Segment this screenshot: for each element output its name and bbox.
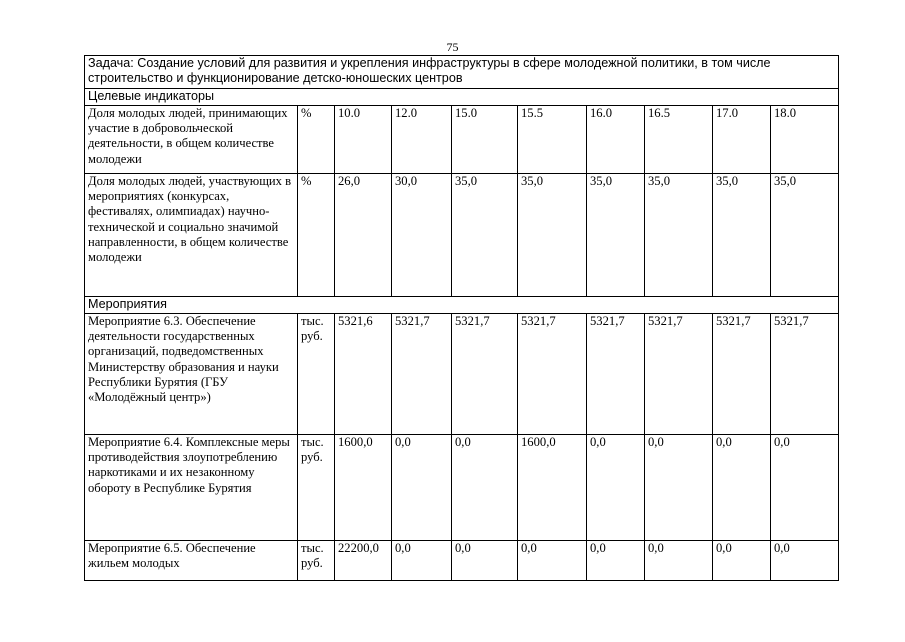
value-cell: 0,0 bbox=[392, 541, 452, 581]
row-unit: тыс. руб. bbox=[298, 541, 335, 581]
value-cell: 1600,0 bbox=[518, 435, 587, 541]
section-row bbox=[85, 297, 839, 314]
value-cell: 0,0 bbox=[645, 541, 713, 581]
value-cell: 35,0 bbox=[452, 174, 518, 297]
value-cell: 5321,6 bbox=[335, 314, 392, 435]
value-cell: 18.0 bbox=[771, 106, 839, 174]
value-cell: 12.0 bbox=[392, 106, 452, 174]
value-cell: 35,0 bbox=[771, 174, 839, 297]
value-cell: 26,0 bbox=[335, 174, 392, 297]
value-cell: 35,0 bbox=[713, 174, 771, 297]
page-bottom-margin bbox=[0, 582, 905, 642]
value-cell: 10.0 bbox=[335, 106, 392, 174]
value-cell: 15.0 bbox=[452, 106, 518, 174]
program-table bbox=[84, 55, 839, 581]
value-cell: 35,0 bbox=[587, 174, 645, 297]
value-cell: 35,0 bbox=[645, 174, 713, 297]
value-cell: 16.5 bbox=[645, 106, 713, 174]
value-cell: 5321,7 bbox=[771, 314, 839, 435]
value-cell: 0,0 bbox=[771, 435, 839, 541]
row-unit: тыс. руб. bbox=[298, 314, 335, 435]
value-cell: 22200,0 bbox=[335, 541, 392, 581]
value-cell: 16.0 bbox=[587, 106, 645, 174]
row-unit: % bbox=[298, 106, 335, 174]
value-cell: 17.0 bbox=[713, 106, 771, 174]
task-cell: Задача: Создание условий для развития и укрепления инфраструктуры в сфере молодежной политики, в том числе строительство и функционирование детско-юношеских центров bbox=[85, 56, 839, 89]
row-name: Мероприятие 6.3. Обеспечение деятельности государственных организаций, подведомственных Министерству образования и науки Республики Бурятия (ГБУ «Молодёжный центр») bbox=[85, 314, 298, 435]
value-cell: 0,0 bbox=[587, 435, 645, 541]
value-cell: 0,0 bbox=[771, 541, 839, 581]
value-cell: 35,0 bbox=[518, 174, 587, 297]
value-cell: 0,0 bbox=[645, 435, 713, 541]
value-cell: 5321,7 bbox=[518, 314, 587, 435]
value-cell: 1600,0 bbox=[335, 435, 392, 541]
value-cell: 0,0 bbox=[713, 435, 771, 541]
section-row bbox=[85, 89, 839, 106]
value-cell: 0,0 bbox=[452, 541, 518, 581]
row-name: Мероприятие 6.4. Комплексные меры противодействия злоупотреблению наркотиками и их незаконному обороту в Республике Бурятия bbox=[85, 435, 298, 541]
value-cell: 15.5 bbox=[518, 106, 587, 174]
row-name: Доля молодых людей, участвующих в мероприятиях (конкурсах, фестивалях, олимпиадах) научно-технической и социально значимой направленности, в общем количестве молодежи bbox=[85, 174, 298, 297]
table-row bbox=[85, 106, 839, 174]
table-row bbox=[85, 314, 839, 435]
value-cell: 0,0 bbox=[518, 541, 587, 581]
page-number: 75 bbox=[446, 40, 459, 54]
value-cell: 5321,7 bbox=[587, 314, 645, 435]
value-cell: 0,0 bbox=[452, 435, 518, 541]
table-row bbox=[85, 174, 839, 297]
value-cell: 5321,7 bbox=[452, 314, 518, 435]
table-row bbox=[85, 541, 839, 581]
value-cell: 0,0 bbox=[713, 541, 771, 581]
value-cell: 30,0 bbox=[392, 174, 452, 297]
value-cell: 5321,7 bbox=[392, 314, 452, 435]
row-name: Мероприятие 6.5. Обеспечение жильем молодых bbox=[85, 541, 298, 581]
value-cell: 0,0 bbox=[587, 541, 645, 581]
row-unit: тыс. руб. bbox=[298, 435, 335, 541]
table-row bbox=[85, 435, 839, 541]
indicators-header: Целевые индикаторы bbox=[85, 89, 839, 106]
row-name: Доля молодых людей, принимающих участие в добровольческой деятельности, в общем количестве молодежи bbox=[85, 106, 298, 174]
value-cell: 5321,7 bbox=[713, 314, 771, 435]
value-cell: 5321,7 bbox=[645, 314, 713, 435]
value-cell: 0,0 bbox=[392, 435, 452, 541]
task-row bbox=[85, 56, 839, 89]
measures-header: Мероприятия bbox=[85, 297, 839, 314]
row-unit: % bbox=[298, 174, 335, 297]
